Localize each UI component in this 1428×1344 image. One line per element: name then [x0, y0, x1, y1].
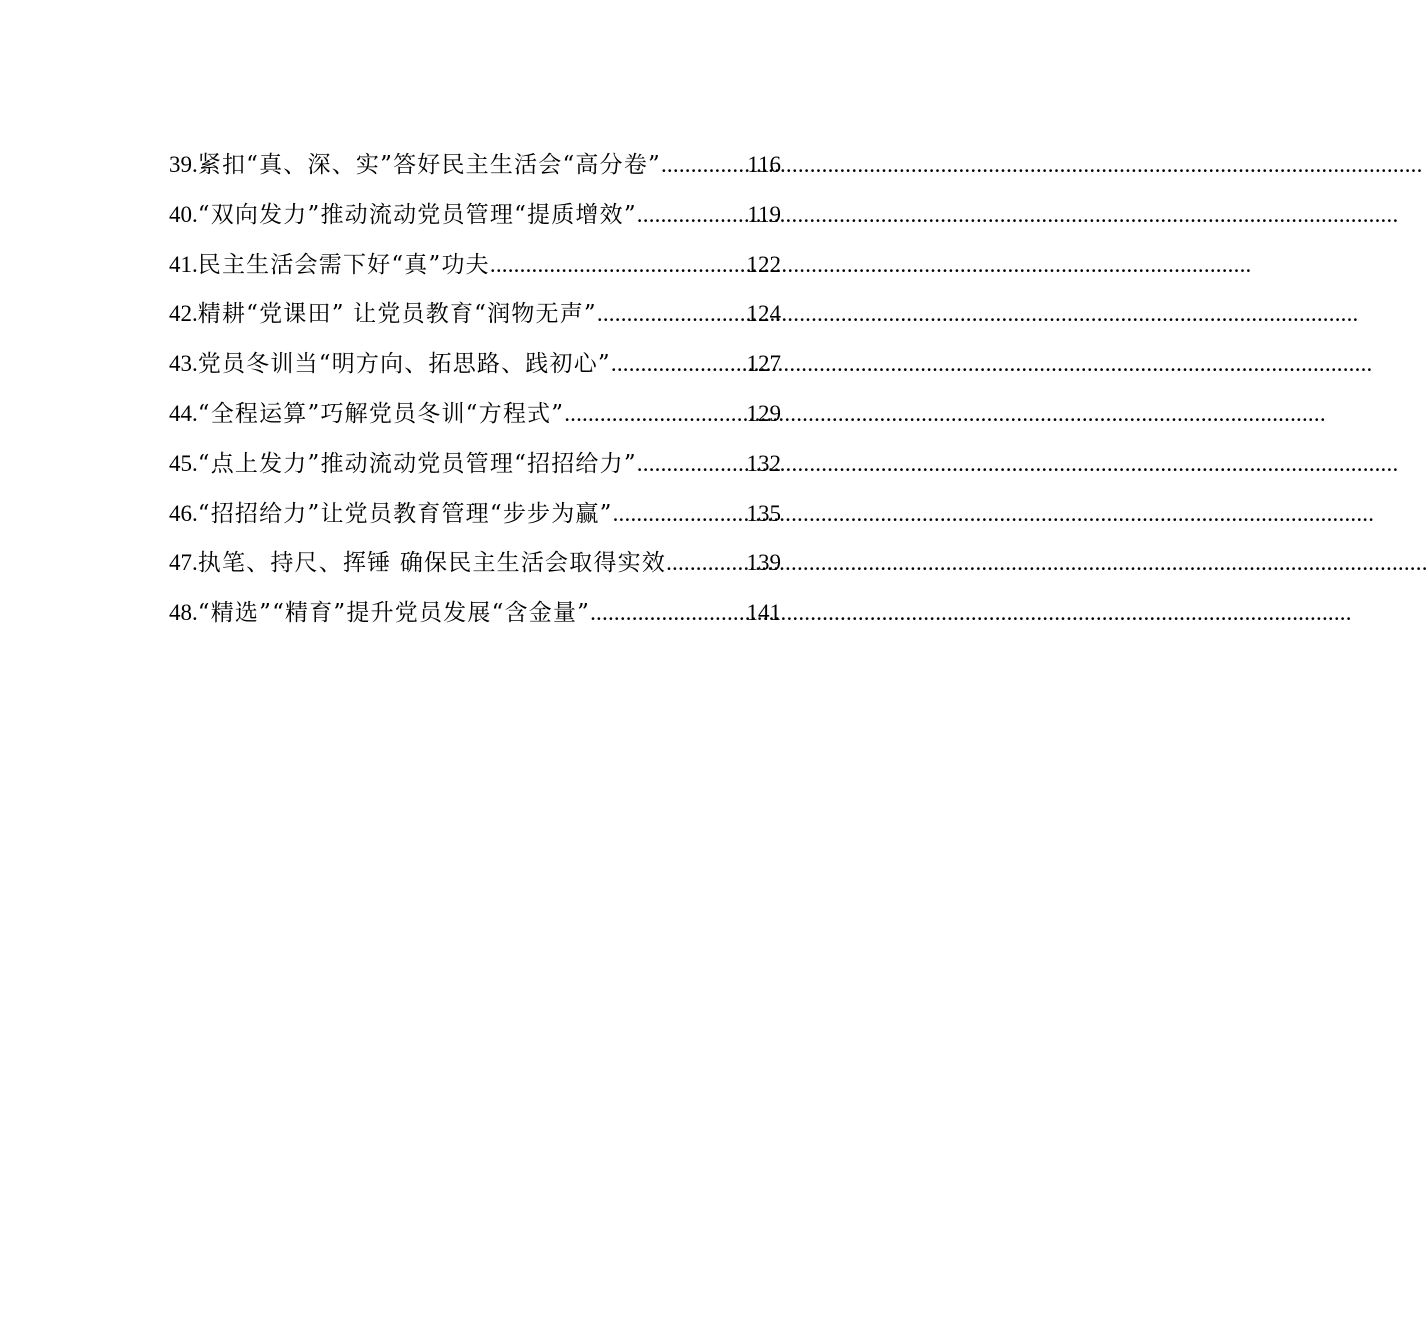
toc-dot-leader [613, 489, 747, 539]
toc-entry-page: 116 [747, 152, 781, 177]
toc-entry-number: 43. [169, 351, 198, 377]
toc-entry-title: 紧扣“真、深、实”答好民主生活会“高分卷” [197, 152, 661, 178]
toc-entry-page: 127 [746, 351, 781, 377]
toc-entry-title: 执笔、持尺、挥锤 确保民主生活会取得实效 [197, 550, 667, 577]
toc-entry-title: “精选”“精育”提升党员发展“含金量” [197, 600, 591, 627]
toc-entry-42 [169, 289, 781, 339]
toc-entry-41 [169, 240, 781, 290]
toc-entry-number: 46. [169, 500, 198, 526]
toc-entry-number: 41. [169, 251, 198, 277]
table-of-contents [169, 140, 781, 638]
toc-dot-leader [564, 389, 746, 439]
toc-dot-leader [637, 190, 748, 240]
toc-entry-page: 139 [746, 550, 781, 576]
toc-entry-48 [169, 588, 781, 638]
toc-entry-44 [169, 389, 781, 439]
toc-entry-number: 45. [169, 450, 198, 476]
toc-entry-43 [169, 339, 781, 389]
toc-entry-title: “全程运算”巧解党员冬训“方程式” [197, 400, 565, 427]
toc-entry-title: 党员冬训当“明方向、拓思路、践初心” [197, 351, 611, 378]
toc-dot-leader [661, 140, 747, 190]
toc-dot-leader [666, 538, 746, 588]
toc-dot-leader [597, 289, 747, 339]
toc-entry-page: 129 [746, 400, 781, 426]
toc-entry-title: 精耕“党课田” 让党员教育“润物无声” [197, 301, 597, 328]
toc-entry-page: 122 [746, 251, 781, 277]
toc-entry-title: 民主生活会需下好“真”功夫 [197, 251, 490, 278]
toc-entry-number: 39. [169, 152, 198, 177]
toc-dot-leader [490, 240, 747, 290]
toc-entry-page: 135 [746, 500, 781, 526]
toc-entry-46 [169, 489, 781, 539]
toc-entry-title: “双向发力”推动流动党员管理“提质增效” [197, 201, 637, 228]
toc-entry-page: 119 [747, 201, 781, 227]
toc-entry-39 [169, 140, 781, 190]
toc-entry-45 [169, 439, 781, 489]
toc-entry-number: 40. [169, 201, 198, 227]
toc-dot-leader [590, 588, 746, 638]
toc-entry-number: 48. [169, 600, 198, 626]
toc-entry-40 [169, 190, 781, 240]
toc-entry-number: 44. [169, 400, 198, 426]
toc-entry-page: 141 [746, 600, 781, 626]
toc-entry-title: “招招给力”让党员教育管理“步步为赢” [197, 500, 613, 527]
toc-entry-47 [169, 538, 781, 588]
toc-dot-leader [611, 339, 747, 389]
toc-entry-page: 124 [746, 301, 781, 327]
toc-entry-title: “点上发力”推动流动党员管理“招招给力” [197, 450, 637, 477]
toc-entry-number: 47. [169, 550, 198, 576]
toc-dot-leader [637, 439, 747, 489]
toc-entry-page: 132 [746, 450, 781, 476]
toc-entry-number: 42. [169, 301, 198, 327]
